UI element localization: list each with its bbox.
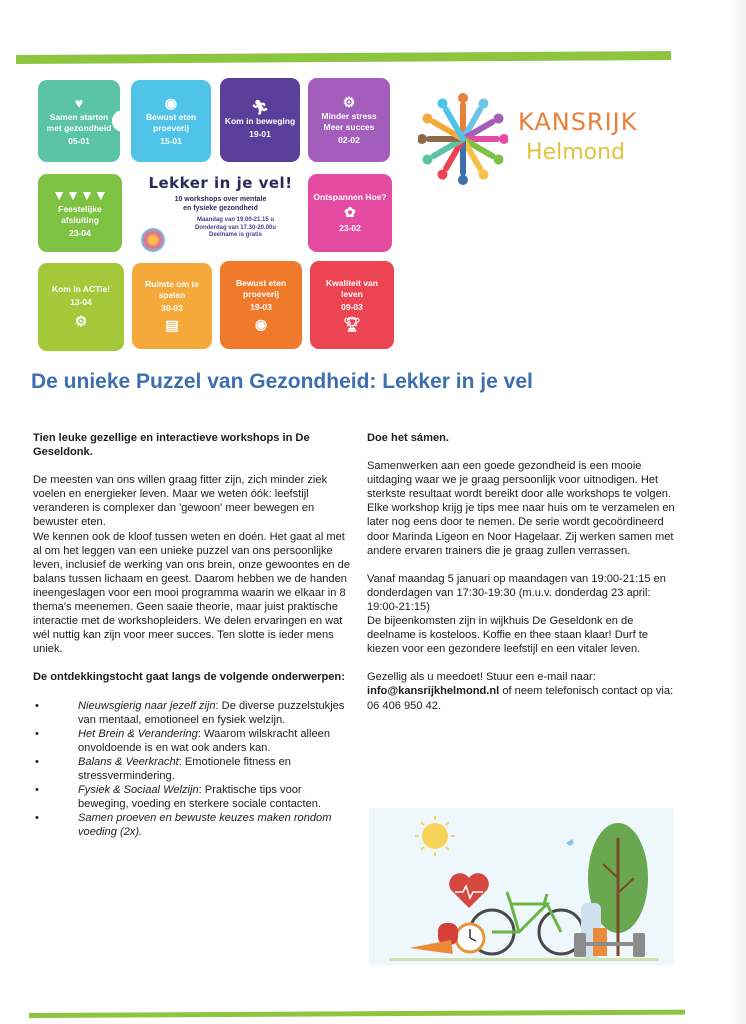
logo-name: KANSRIJK bbox=[518, 108, 638, 136]
dumbbell-icon bbox=[574, 933, 645, 957]
kansrijk-logo bbox=[418, 92, 668, 192]
piece-date: 02-02 bbox=[338, 134, 360, 145]
piece-label: Bewust eten proeverij bbox=[235, 277, 287, 299]
email-link[interactable]: info@kansrijkhelmond.nl bbox=[367, 685, 500, 698]
puzzle-piece-kwaliteit-van-leven bbox=[310, 261, 394, 349]
together-paragraph: Samenwerken aan een goede gezondheid is een mooie uitdaging waar we je graag persoonlijk voor uitnodigen. Het sterkste resultaat wordt bereikt door alle workshops te volgen. Elke workshop krijg je tips mee naar huis om te verzamelen en later nog eens door te nemen. De serie wordt gecoördineerd door Marinda Ligeon en Noor Hagelaar. Zij werken samen met andere ervaren trainers die je graag zullen verrassen. bbox=[367, 460, 675, 557]
topic-text: : Waarom wilskracht alleen onvoldoende is en wat ook anders kan. bbox=[78, 727, 330, 754]
topic-title: Fysiek & Sociaal Welzijn bbox=[78, 784, 199, 797]
list-item bbox=[33, 699, 351, 727]
runner-icon: 🏃︎ bbox=[251, 99, 269, 115]
piece-date: 23-04 bbox=[69, 227, 91, 238]
sun-icon bbox=[415, 816, 455, 856]
body-paragraph: We kennen ook de kloof tussen weten en doén. Het gaat al met al om het leggen van een unieke puzzel van ons persoonlijke leven, inclusief de werking van ons brein, onze gewoontes en de balans tussen lichaam en geest. Daarom hebben we de handen ineengeslagen voor een mooi programma waarin we elkaar in 8 thema's meenemen. Geen saaie theorie, maar juist praktische interactie met de workshopleiders. We delen ervaringen en wat wél nuttig kan zijn voor meer succes. Ten slotte is ieder mens uniek. bbox=[33, 530, 350, 656]
page-edge-shadow bbox=[728, 0, 746, 1024]
piece-label: Bewust eten proeverij bbox=[145, 111, 197, 133]
left-heading: Tien leuke gezellige en interactieve workshops in De Geseldonk. bbox=[33, 432, 310, 459]
list-item bbox=[33, 783, 351, 811]
schedule-line: Donderdag van 17.30-20.00u bbox=[194, 224, 277, 231]
puzzle-center-panel bbox=[133, 170, 308, 258]
puzzle-piece-samen-starten bbox=[38, 80, 120, 162]
people-circle-icon bbox=[418, 92, 508, 187]
contact-paragraph bbox=[367, 670, 677, 712]
bicycle-icon bbox=[470, 892, 583, 954]
subtitle-line: en fysieke gezondheid bbox=[183, 205, 258, 212]
intro-paragraph: De meesten van ons willen graag fitter zijn, zich minder ziek voelen en energieker leven. Maar we weten óók: leefstijl veranderen is complexer dan 'gewoon' meer bewegen en bewuster eten. bbox=[33, 474, 328, 529]
turtle-icon: ✿ bbox=[344, 204, 356, 220]
piece-label: Kom in ACTie! bbox=[51, 284, 111, 294]
contact-intro: Gezellig als u meedoet! Stuur een e-mail naar: bbox=[367, 671, 596, 684]
list-item bbox=[33, 727, 351, 755]
piece-label: Feestelijke afsluiting bbox=[58, 203, 102, 225]
topics-heading: De ontdekkingstocht gaat langs de volgende onderwerpen: bbox=[33, 671, 345, 684]
piece-date: 30-03 bbox=[161, 302, 183, 313]
trophy-icon: 🏆︎ bbox=[343, 315, 361, 332]
mini-logo-icon bbox=[141, 228, 165, 252]
piece-date: 05-01 bbox=[68, 135, 90, 146]
topic-title: Nieuwsgierig naar jezelf zijn bbox=[78, 699, 216, 712]
heart-hands-icon: ♥ bbox=[74, 94, 84, 111]
puzzle-piece-kom-in-actie bbox=[38, 263, 124, 351]
ground-line bbox=[389, 958, 659, 961]
contact-phone: of neem telefonisch contact op via: 06 406 950 42. bbox=[367, 685, 674, 712]
logo-figure-head bbox=[499, 134, 508, 144]
topic-text: : Praktische tips voor beweging, voeding en sterkere sociale contacten. bbox=[78, 784, 321, 811]
logo-figure-head bbox=[418, 134, 427, 144]
bullet-icon: • bbox=[35, 784, 39, 797]
gear-icon: ⚙ bbox=[74, 313, 88, 329]
piece-label: Samen starten met gezondheid bbox=[46, 111, 112, 133]
alarm-clock-icon bbox=[456, 924, 484, 952]
puzzle-piece-feestelijke-afsluiting bbox=[38, 174, 122, 252]
bird-icon bbox=[566, 839, 574, 846]
piece-label: Kom in beweging bbox=[224, 116, 296, 126]
puzzle-title: Lekker in je vel! bbox=[148, 174, 293, 192]
topic-text: : Emotionele fitness en stressvermindering. bbox=[78, 755, 291, 782]
puzzle-piece-bewust-eten-2 bbox=[220, 261, 302, 349]
bullet-icon: • bbox=[35, 755, 39, 768]
bullet-icon: • bbox=[35, 812, 39, 825]
topic-text: : De diverse puzzelstukjes van mentaal, emotioneel en fysiek welzijn. bbox=[78, 699, 345, 726]
topics-list bbox=[33, 699, 351, 840]
carrot-icon bbox=[409, 940, 453, 954]
puzzle-piece-minder-stress bbox=[308, 78, 390, 162]
puzzle-piece-ruimte-om-te-spelen bbox=[132, 263, 212, 349]
topic-title: Het Brein & Verandering bbox=[78, 727, 198, 740]
bullet-icon: • bbox=[35, 727, 39, 740]
piece-label: Kwaliteit van leven bbox=[326, 277, 378, 299]
piece-date: 13-04 bbox=[70, 297, 92, 307]
bullet-icon: • bbox=[35, 699, 39, 712]
puzzle-piece-bewust-eten-1 bbox=[131, 80, 211, 162]
bunting-icon: ▼▼▼▼ bbox=[52, 186, 108, 203]
piece-date: 09-03 bbox=[341, 301, 363, 312]
piece-date: 19-01 bbox=[249, 129, 271, 139]
plate-icon: ◉ bbox=[254, 315, 268, 332]
plate-icon: ◉ bbox=[164, 94, 178, 111]
topic-title: Balans & Veerkracht bbox=[78, 755, 179, 768]
piece-label: Ontspannen Hoe? bbox=[313, 192, 387, 202]
piece-label: Minder stress Meer succes bbox=[321, 110, 377, 132]
piece-date: 19-03 bbox=[250, 301, 272, 312]
piece-date: 15-01 bbox=[160, 135, 182, 146]
left-column bbox=[33, 431, 351, 839]
head-gear-icon: ⚙ bbox=[342, 93, 356, 110]
puzzle-piece-ontspannen bbox=[308, 174, 392, 252]
cards-icon: ▤ bbox=[165, 316, 179, 333]
logo-figure-head bbox=[458, 93, 468, 103]
schedule-line: Deelname is gratis bbox=[208, 232, 263, 238]
healthy-lifestyle-illustration bbox=[369, 808, 674, 965]
right-heading: Doe het sámen. bbox=[367, 432, 449, 444]
piece-label: Ruimte om te spelen bbox=[145, 278, 199, 300]
logo-city: Helmond bbox=[526, 140, 625, 165]
page-headline: De unieke Puzzel van Gezondheid: Lekker in je vel bbox=[31, 370, 533, 393]
list-item bbox=[33, 755, 351, 783]
puzzle-graphic bbox=[38, 78, 398, 353]
puzzle-subtitle bbox=[133, 195, 308, 213]
heart-pulse-icon bbox=[449, 873, 489, 908]
piece-date: 23-02 bbox=[339, 223, 361, 233]
schedule-line: Maandag van 19.00-21.15 u bbox=[196, 217, 275, 223]
subtitle-line: 10 workshops over mentale bbox=[174, 196, 267, 203]
right-column bbox=[367, 431, 677, 713]
schedule-paragraph: Vanaf maandag 5 januari op maandagen van 19:00-21:15 en donderdagen van 17:30-19:30 (m.u.v. donderdag 23 april: 19:00-21:15) bbox=[367, 572, 666, 613]
bottom-green-rule bbox=[29, 1010, 685, 1018]
top-green-rule bbox=[16, 51, 671, 64]
topic-title: Samen proeven en bewuste keuzes maken rondom voeding (2x). bbox=[78, 812, 332, 839]
list-item bbox=[33, 811, 351, 839]
logo-figure-head bbox=[458, 175, 468, 185]
puzzle-piece-kom-in-beweging bbox=[220, 78, 300, 162]
puzzle-schedule bbox=[163, 217, 308, 240]
location-paragraph: De bijeenkomsten zijn in wijkhuis De Geseldonk en de deelname is kosteloos. Koffie en thee staan klaar! Durf te kiezen voor een gezondere leefstijl en een vitaler leven. bbox=[367, 615, 649, 656]
